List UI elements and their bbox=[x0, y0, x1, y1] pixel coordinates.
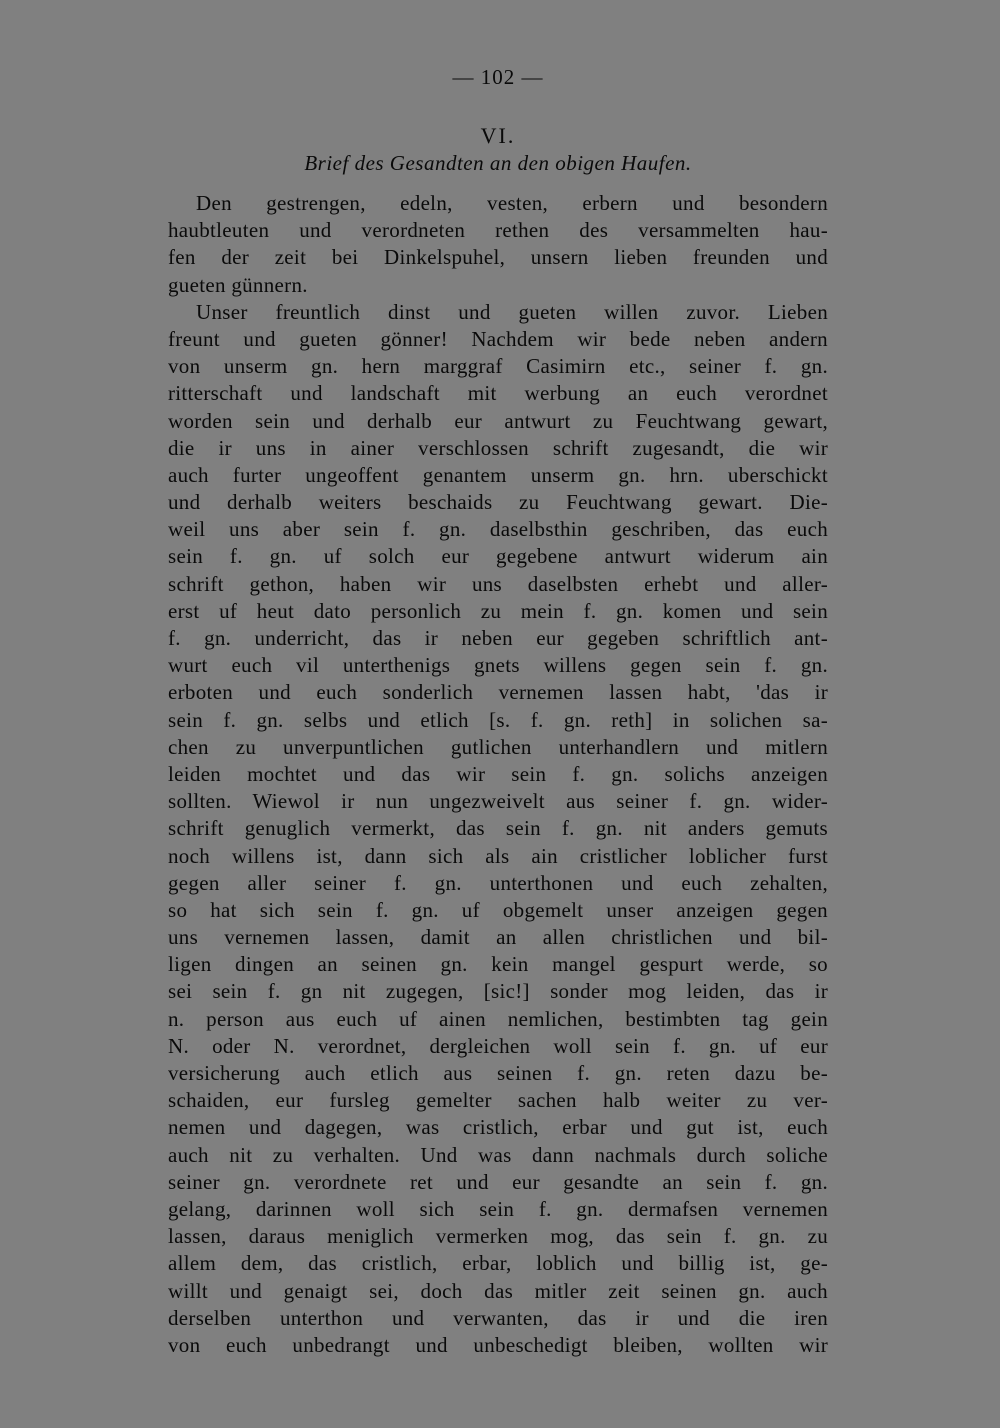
section-subtitle: Brief des Gesandten an den obigen Haufen. bbox=[304, 151, 692, 175]
text-line: schrift genuglich vermerkt, das sein f. gn. nit anders gemuts bbox=[168, 816, 828, 841]
text-line: die ir uns in ainer verschlossen schrift zugesandt, die wir bbox=[168, 435, 828, 460]
text-line: allem dem, das cristlich, erbar, loblich und billig ist, ge- bbox=[168, 1251, 828, 1276]
text-line: sein f. gn. uf solch eur gegebene antwurt widerum ain bbox=[168, 544, 828, 569]
text-line: so hat sich sein f. gn. uf obgemelt unser anzeigen gegen bbox=[168, 897, 828, 922]
text-line: fen der zeit bei Dinkelspuhel, unsern lieben freunden und bbox=[168, 245, 828, 270]
text-line: N. oder N. verordnet, dergleichen woll sein f. gn. uf eur bbox=[168, 1033, 828, 1058]
text-line: haubtleuten und verordneten rethen des versammelten hau- bbox=[168, 218, 828, 243]
text-line: gelang, darinnen woll sich sein f. gn. dermafsen vernemen bbox=[168, 1196, 828, 1221]
text-line: worden sein und derhalb eur antwurt zu Feuchtwang gewart, bbox=[168, 408, 828, 433]
text-line: schrift gethon, haben wir uns daselbsten erhebt und aller- bbox=[168, 571, 828, 596]
text-line: wurt euch vil unterthenigs gnets willens gegen sein f. gn. bbox=[168, 653, 828, 678]
text-line: versicherung auch etlich aus seinen f. gn. reten dazu be- bbox=[168, 1061, 828, 1085]
text-line: auch furter ungeoffent genantem unserm gn. hrn. uberschickt bbox=[168, 462, 828, 487]
text-line: sollten. Wiewol ir nun ungezweivelt aus seiner f. gn. wider- bbox=[168, 789, 828, 814]
text-line: sei sein f. gn nit zugegen, [sic!] sonder mog leiden, das ir bbox=[168, 979, 828, 1004]
text-line: erboten und euch sonderlich vernemen lassen habt, 'das ir bbox=[168, 680, 828, 705]
text-line: seiner gn. verordnete ret und eur gesandte an sein f. gn. bbox=[168, 1169, 828, 1194]
text-line: Den gestrengen, edeln, vesten, erbern und besondern bbox=[196, 191, 828, 215]
document-page bbox=[168, 62, 828, 1359]
page-number: — 102 — bbox=[452, 65, 544, 89]
text-line: gegen aller seiner f. gn. unterthonen und euch zehalten, bbox=[168, 870, 828, 895]
text-line: noch willens ist, dann sich als ain cristlicher loblicher furst bbox=[168, 843, 828, 868]
text-line: n. person aus euch uf ainen nemlichen, bestimbten tag gein bbox=[168, 1006, 828, 1031]
text-line: leiden mochtet und das wir sein f. gn. solichs anzeigen bbox=[168, 761, 828, 786]
text-line: uns vernemen lassen, damit an allen christlichen und bil- bbox=[168, 925, 828, 950]
text-line: ligen dingen an seinen gn. kein mangel gespurt werde, so bbox=[168, 952, 828, 977]
text-line: chen zu unverpuntlichen gutlichen unterhandlern und mitlern bbox=[168, 734, 828, 759]
text-line: sein f. gn. selbs und etlich [s. f. gn. reth] in solichen sa- bbox=[168, 707, 828, 732]
text-line: nemen und dagegen, was cristlich, erbar und gut ist, euch bbox=[168, 1115, 828, 1140]
text-line: Unser freuntlich dinst und gueten willen zuvor. Lieben bbox=[196, 299, 828, 324]
section-number: VI. bbox=[480, 123, 516, 148]
text-line: von unserm gn. hern marggraf Casimirn etc., seiner f. gn. bbox=[168, 354, 828, 379]
text-line: freunt und gueten gönner! Nachdem wir bede neben andern bbox=[168, 326, 828, 351]
text-line: schaiden, eur fursleg gemelter sachen halb weiter zu ver- bbox=[168, 1088, 828, 1113]
text-line: auch nit zu verhalten. Und was dann nachmals durch soliche bbox=[168, 1142, 828, 1167]
text-line: weil uns aber sein f. gn. daselbsthin geschriben, das euch bbox=[168, 517, 828, 542]
text-line: und derhalb weiters beschaids zu Feuchtwang gewart. Die- bbox=[168, 490, 828, 515]
text-line: lassen, daraus meniglich vermerken mog, das sein f. gn. zu bbox=[168, 1224, 828, 1249]
text-line: derselben unterthon und verwanten, das ir und die iren bbox=[168, 1305, 828, 1330]
text-line: willt und genaigt sei, doch das mitler zeit seinen gn. auch bbox=[168, 1278, 828, 1303]
text-line: gueten günnern. bbox=[168, 272, 308, 297]
text-line: f. gn. underricht, das ir neben eur gegeben schriftlich ant- bbox=[168, 626, 828, 650]
text-line: erst uf heut dato personlich zu mein f. gn. komen und sein bbox=[168, 598, 828, 623]
letter-body bbox=[168, 190, 828, 1359]
text-line: von euch unbedrangt und unbeschedigt bleiben, wollten wir bbox=[168, 1332, 828, 1357]
text-line: ritterschaft und landschaft mit werbung an euch verordnet bbox=[168, 381, 828, 406]
